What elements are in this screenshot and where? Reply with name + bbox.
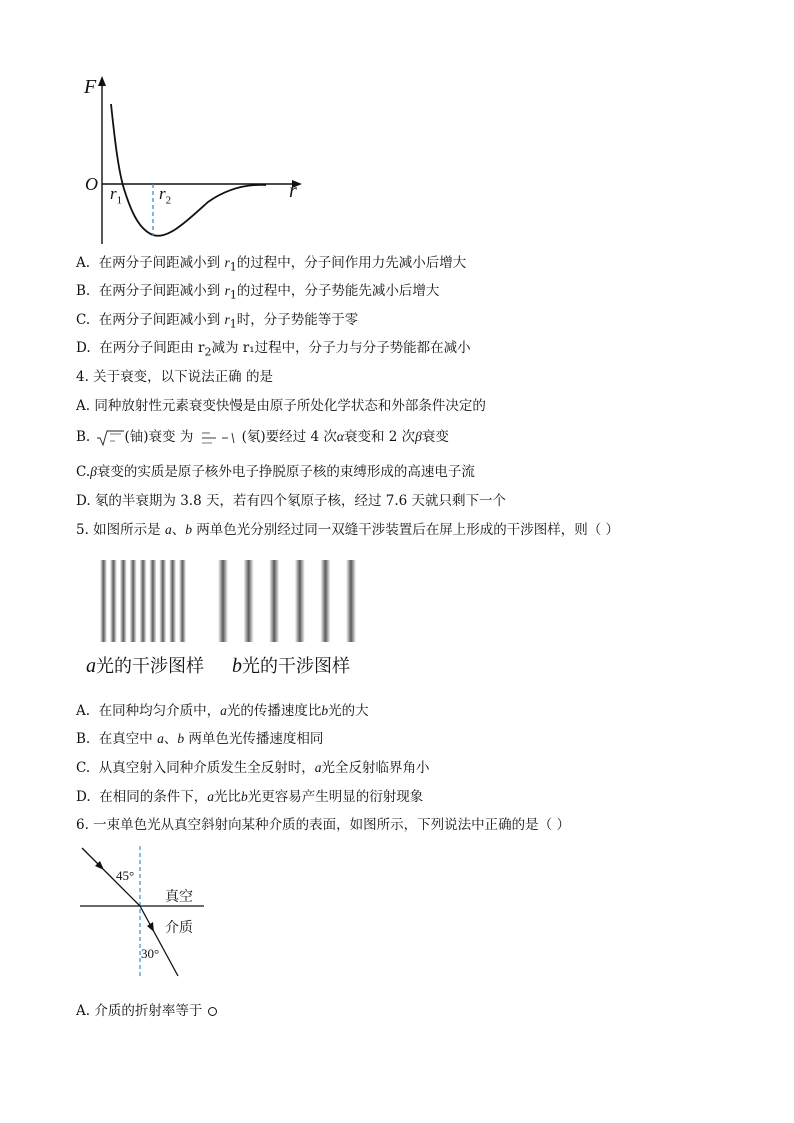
fringe [169, 560, 176, 642]
fringe [346, 560, 356, 642]
fringe [244, 560, 254, 642]
q4-option-d: D. 氡的半衰期为 3.8 天，若有四个氡原子核，经过 7.6 天就只剩下一个 [76, 493, 507, 509]
origin-label: O [85, 174, 98, 194]
r1-var: r [110, 184, 117, 203]
interference-pattern-a [100, 560, 190, 642]
force-curve [111, 104, 266, 236]
fringe [218, 560, 228, 642]
f-axis-label: F [84, 76, 97, 98]
fringe [110, 560, 117, 642]
r2-var: r [159, 184, 166, 203]
q3-option-a: A. 在两分子间距减小到 $r_1$的过程中，分子间作用力先减小后增大 [76, 255, 467, 274]
r1-label [110, 184, 122, 206]
r1-sub: 1 [116, 194, 123, 207]
fringe [269, 560, 279, 642]
q4-option-a: A. 同种放射性元素衰变快慢是由原子所处化学状态和外部条件决定的 [76, 398, 486, 414]
q3-option-b: B. 在两分子间距减小到 $r_1$的过程中，分子势能先减小后增大 [76, 283, 440, 302]
f-axis-arrow [98, 76, 106, 86]
fringe [149, 560, 156, 642]
r2-label [159, 184, 171, 206]
fringe [130, 560, 137, 642]
q4-stem: 4. 关于衰变，以下说法正确 的是 [76, 369, 273, 385]
fringe [295, 560, 305, 642]
r-axis-label: r [289, 180, 297, 202]
fringe [140, 560, 147, 642]
interference-pattern-b [218, 560, 360, 642]
vacuum-label: 真空 [165, 889, 193, 905]
q4-option-c: C.β衰变的实质是原子核外电子挣脱原子核的束缚形成的高速电子流 [76, 464, 475, 480]
force-distance-graph [78, 72, 308, 247]
q5-option-c: C. 从真空射入同种介质发生全反射时，a光全反射临界角小 [76, 760, 430, 776]
q3-option-c: C. 在两分子间距减小到 $r_1$时，分子势能等于零 [76, 312, 359, 331]
q3-option-d: D. 在两分子间距由 $r_2$减为 r₁过程中，分子力与分子势能都在减小 [76, 340, 471, 359]
angle-45-label: 45° [116, 868, 135, 883]
uranium-formula-image [95, 429, 125, 447]
q4-option-b: B. (铀)衰变 为 (氡)要经过 4 次α衰变和 2 次β衰变 [76, 429, 449, 445]
refracted-arrow [147, 922, 154, 932]
q6-option-a: A. 介质的折射率等于 [76, 1002, 217, 1020]
caption-a: a光的干涉图样 [86, 655, 204, 677]
fringe [100, 560, 107, 642]
medium-label: 介质 [165, 920, 193, 936]
fringe [320, 560, 330, 642]
fringe [159, 560, 166, 642]
q5-option-d: D. 在相同的条件下，a光比b光更容易产生明显的衍射现象 [76, 789, 424, 805]
caption-b: b光的干涉图样 [232, 655, 350, 677]
q5-option-a: A. 在同种均匀介质中，a光的传播速度比b光的大 [76, 703, 369, 719]
fringe [120, 560, 127, 642]
r2-sub: 2 [165, 194, 172, 207]
q6-stem: 6. 一束单色光从真空斜射向某种介质的表面，如图所示，下列说法中正确的是（ ） [76, 817, 570, 833]
formula-placeholder-icon [208, 1007, 217, 1016]
angle-30-label: 30° [141, 946, 160, 961]
q5-stem: 5. 如图所示是 a、b 两单色光分别经过同一双缝干涉装置后在屏上形成的干涉图样，则（ ） [76, 522, 620, 538]
fringe [179, 560, 186, 642]
q5-option-b: B. 在真空中 a、b 两单色光传播速度相同 [76, 731, 324, 747]
radon-formula-image [198, 429, 242, 447]
